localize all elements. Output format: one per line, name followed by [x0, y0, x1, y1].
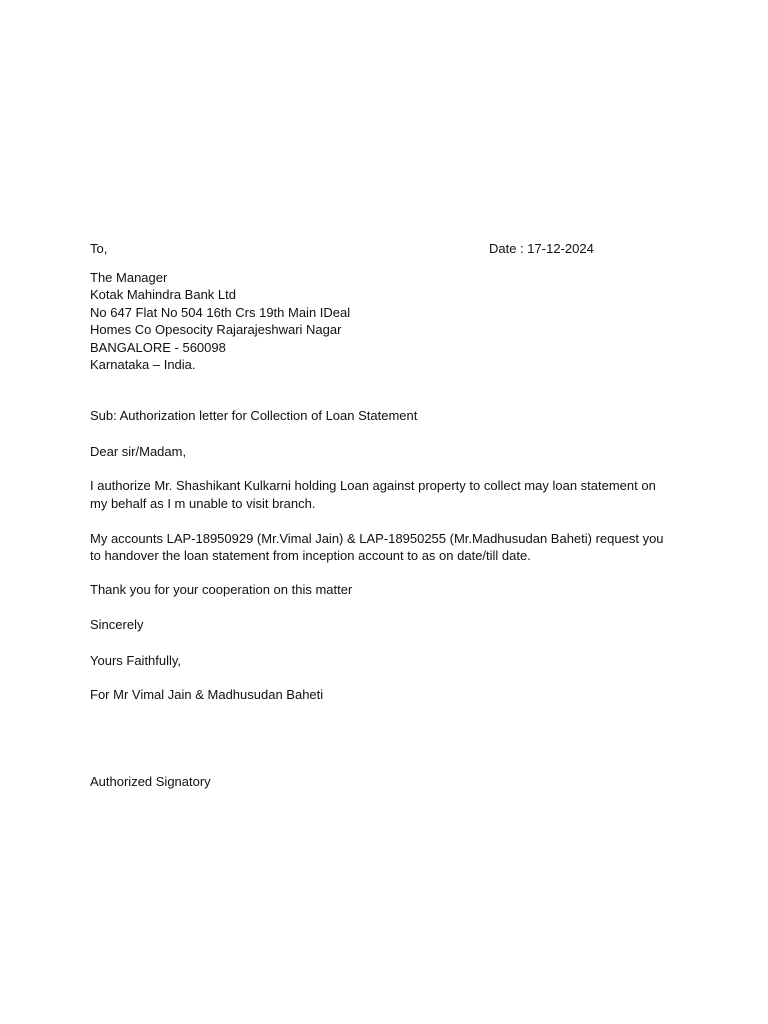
- for-line: For Mr Vimal Jain & Madhusudan Baheti: [90, 687, 324, 702]
- authorized-signatory: Authorized Signatory: [90, 773, 211, 789]
- address-line: Karnataka – India.: [90, 357, 196, 372]
- address-line: BANGALORE - 560098: [90, 339, 226, 355]
- date-line: Date : 17-12-2024: [489, 241, 594, 256]
- body-paragraph-accounts: My accounts LAP-18950929 (Mr.Vimal Jain) & LAP-18950255 (Mr.Madhusudan Baheti) request you to handover the loan statement from inception account to as on date/till date.: [90, 530, 664, 563]
- closing-sincerely: Sincerely: [90, 617, 144, 632]
- to-line: To,: [90, 241, 108, 256]
- address-line: The Manager: [90, 270, 168, 285]
- closing-yours-faithfully: Yours Faithfully,: [90, 652, 182, 668]
- address-line: Homes Co Opesocity Rajarajeshwari Nagar: [90, 322, 342, 337]
- address-line: Kotak Mahindra Bank Ltd: [90, 287, 236, 302]
- address-line: No 647 Flat No 504 16th Crs 19th Main IDeal: [90, 304, 351, 320]
- thanks-line: Thank you for your cooperation on this matter: [90, 582, 353, 597]
- subject-line: Sub: Authorization letter for Collection of Loan Statement: [90, 408, 418, 423]
- greeting: Dear sir/Madam,: [90, 444, 187, 459]
- body-paragraph-authorization: I authorize Mr. Shashikant Kulkarni holding Loan against property to collect may loan statement on my behalf as I m unable to visit branch.: [90, 478, 656, 511]
